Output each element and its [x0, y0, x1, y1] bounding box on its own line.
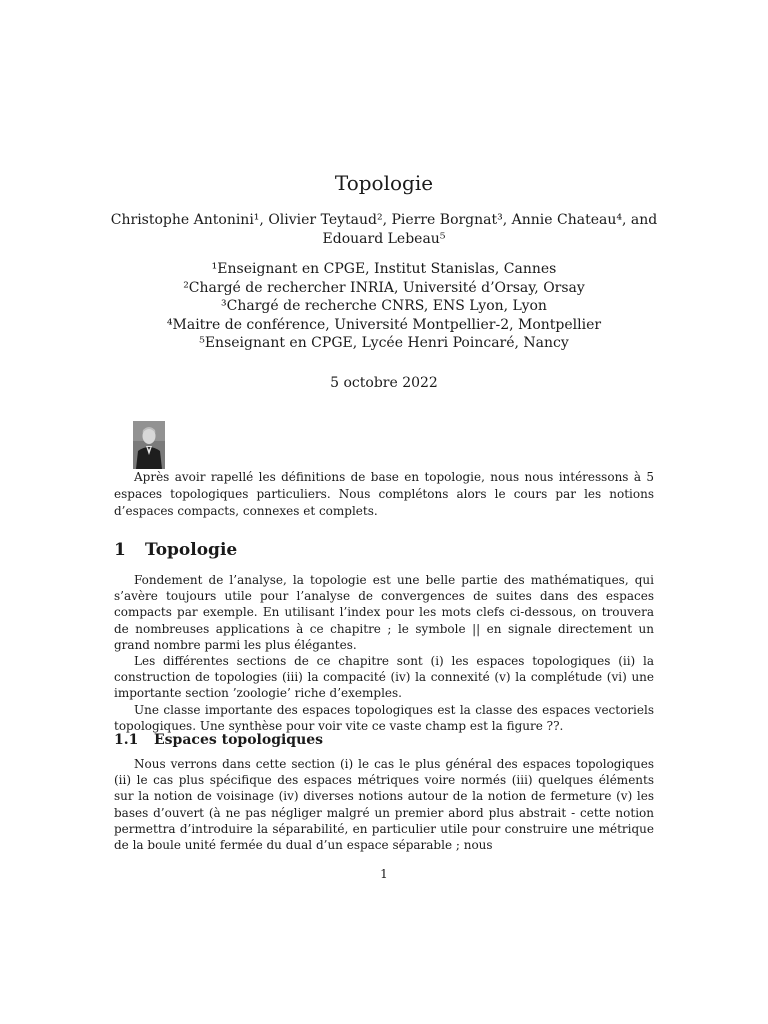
subsection-number: 1.1 — [114, 732, 139, 748]
author-line-1: Christophe Antonini¹, Olivier Teytaud², Pierre Borgnat³, Annie Chateau⁴, and — [110, 212, 658, 228]
publication-date: 5 octobre 2022 — [330, 375, 438, 391]
affiliations — [0, 260, 768, 353]
section-title: Topologie — [145, 540, 238, 560]
author-list — [110, 211, 658, 249]
page-number: 1 — [380, 867, 388, 881]
abstract — [114, 469, 654, 520]
subsection-paragraph: Nous verrons dans cette section (i) le cas le plus général des espaces topologiques (ii) le cas plus spécifique des espaces métriques voire normés (iii) quelques éléments sur la notion de voisinage (iv) diverses notions autour de la notion de fermeture (v) les bases d’ouvert (à ne pas négliger malgré un premier abord plus abstrait - cette notion permettra d’introduire la séparabilité, en particulier utile pour construire une métrique de la boule unité fermée du dual d’un espace séparable ; nous — [114, 757, 654, 853]
paper-title: Topologie — [334, 171, 434, 195]
affiliation-3: ³Chargé de recherche CNRS, ENS Lyon, Lyon — [221, 298, 547, 314]
section-heading — [114, 539, 237, 561]
section-paragraph-3: Une classe importante des espaces topologiques est la classe des espaces vectoriels topologiques. Une synthèse pour voir vite ce vaste champ est la figure ??. — [114, 702, 654, 733]
abstract-text: Après avoir rapellé les définitions de base en topologie, nous nous intéressons à 5 espaces topologiques particuliers. Nous complétons alors le cours par les notions d’espaces compacts, connexes et complets. — [114, 470, 654, 518]
subsection-heading — [114, 730, 323, 750]
section-body — [114, 572, 654, 734]
affiliation-4: ⁴Maitre de conférence, Université Montpellier-2, Montpellier — [166, 316, 602, 333]
section-paragraph-2: Les différentes sections de ce chapitre sont (i) les espaces topologiques (ii) la construction de topologies (iii) la compacité (iv) la connexité (v) la complétude (vi) une importante section ’zoologie’ riche d’exemples. — [114, 654, 654, 701]
section-paragraph-1: Fondement de l’analyse, la topologie est une belle partie des mathématiques, qui s’avère toujours utile pour l’analyse de convergences de suites dans des espaces compacts par exemple. En utilisant l’index pour les mots clefs ci-dessous, on trouvera de nombreuses applications à ce chapitre ; le symbole || en signale directement un grand nombre parmi les plus élégantes. — [114, 573, 654, 652]
affiliation-2: ²Chargé de rechercher INRIA, Université d’Orsay, Orsay — [183, 279, 585, 296]
subsection-title: Espaces topologiques — [154, 732, 324, 748]
affiliation-1: ¹Enseignant en CPGE, Institut Stanislas, Cannes — [211, 261, 557, 277]
subsection-body — [114, 756, 654, 853]
affiliation-5: ⁵Enseignant en CPGE, Lycée Henri Poincaré, Nancy — [199, 335, 569, 351]
author-line-2: Edouard Lebeau⁵ — [322, 231, 446, 247]
section-number: 1 — [114, 540, 126, 560]
portrait-image — [133, 421, 165, 469]
